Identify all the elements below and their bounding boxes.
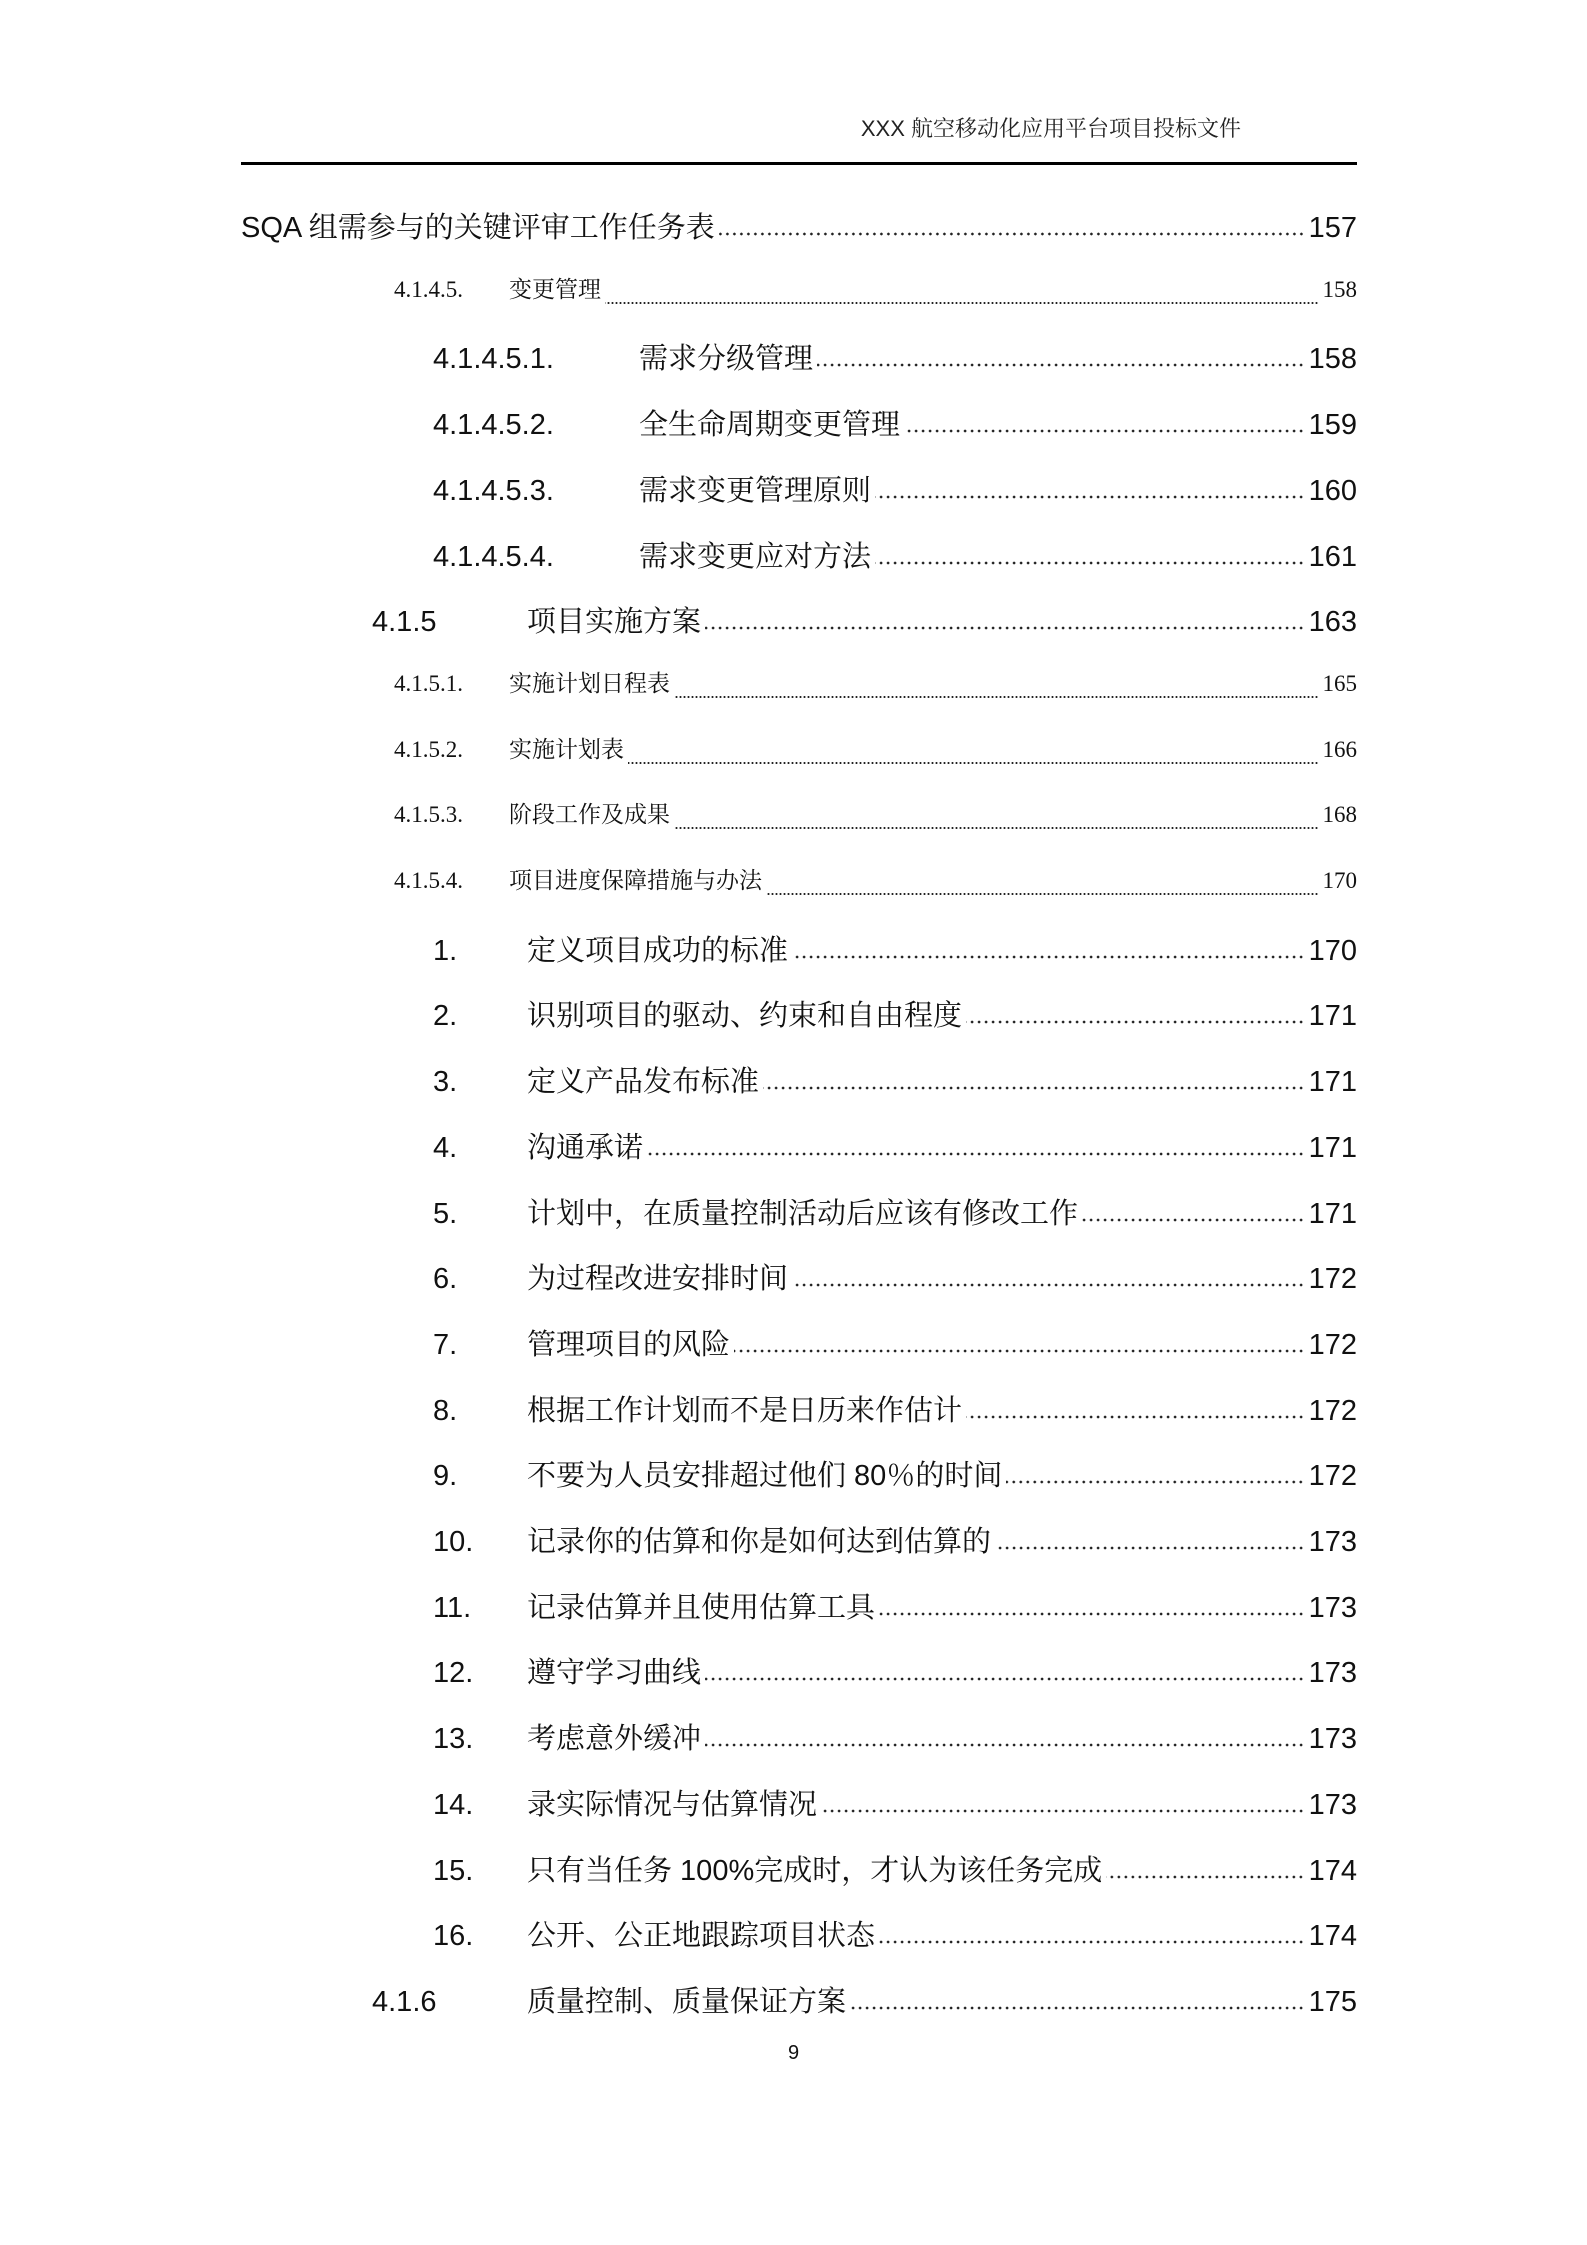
- toc-entry-number: 4.1.5.4.: [394, 868, 463, 893]
- toc-dot-leader: [817, 363, 1305, 367]
- toc-dot-leader: [821, 1809, 1305, 1813]
- toc-dot-leader: [850, 2006, 1305, 2010]
- toc-entry-title: 公开、公正地跟踪项目状态: [527, 1920, 876, 1953]
- toc-entry-title: 全生命周期变更管理: [639, 409, 901, 442]
- toc-entry-page: 166: [1322, 736, 1357, 762]
- toc-entry-page: 173: [1308, 1591, 1357, 1624]
- toc-entry-number: 4.1.5.1.: [394, 670, 463, 696]
- toc-dot-leader: [719, 232, 1305, 236]
- toc-entry-number: 4.: [433, 1131, 458, 1164]
- toc-dot-leader: [966, 1020, 1305, 1024]
- toc-entry-title: 记录你的估算和你是如何达到估算的: [527, 1526, 992, 1558]
- toc-entry[interactable]: [433, 468, 1357, 508]
- toc-entry[interactable]: [394, 271, 1357, 311]
- toc-entry[interactable]: [372, 1979, 1357, 2019]
- toc-dot-leader: [647, 1152, 1305, 1156]
- toc-entry-page: 172: [1308, 1460, 1357, 1493]
- toc-entry-page: 175: [1308, 1985, 1357, 2018]
- toc-dot-leader: [705, 1743, 1305, 1747]
- toc-entry-page: 174: [1308, 1854, 1357, 1887]
- toc-entry[interactable]: [394, 665, 1357, 705]
- toc-entry-page: 172: [1308, 1263, 1357, 1296]
- toc-entry-title: 计划中，在质量控制活动后应该有修改工作: [527, 1197, 1079, 1230]
- toc-entry[interactable]: [394, 862, 1357, 902]
- toc-entry-title: 定义产品发布标准: [527, 1066, 760, 1099]
- toc-entry[interactable]: [433, 1388, 1357, 1428]
- toc-entry-page: 171: [1308, 1000, 1357, 1033]
- toc-entry[interactable]: [433, 1125, 1357, 1165]
- toc-entry[interactable]: [372, 599, 1357, 639]
- toc-entry-number: 2.: [433, 1000, 458, 1033]
- toc-entry[interactable]: [241, 205, 1357, 245]
- toc-entry-title: 变更管理: [509, 276, 601, 302]
- toc-entry[interactable]: [433, 1322, 1357, 1362]
- toc-entry[interactable]: [394, 796, 1357, 836]
- toc-entry[interactable]: [433, 1191, 1357, 1231]
- toc-entry-page: 170: [1308, 934, 1357, 967]
- toc-dot-leader: [705, 1677, 1305, 1681]
- toc-entry-page: 170: [1322, 868, 1357, 893]
- toc-entry-number: 12.: [433, 1657, 474, 1690]
- toc-entry-page: 171: [1308, 1131, 1357, 1164]
- toc-entry[interactable]: [433, 1848, 1357, 1888]
- toc-entry-number: 14.: [433, 1788, 474, 1821]
- toc-entry[interactable]: [433, 1453, 1357, 1493]
- toc-entry[interactable]: [433, 1256, 1357, 1296]
- toc-entry-number: 8.: [433, 1394, 458, 1427]
- toc-entry-page: 158: [1322, 276, 1357, 302]
- toc-dot-leader: [1106, 1875, 1304, 1879]
- toc-entry-page: 158: [1308, 343, 1357, 376]
- toc-dot-leader: [875, 561, 1305, 565]
- toc-entry[interactable]: [433, 1650, 1357, 1690]
- toc-entry-title: 实施计划表: [509, 736, 624, 762]
- toc-entry[interactable]: [433, 402, 1357, 442]
- toc-entry[interactable]: [433, 336, 1357, 376]
- toc-entry-number: 7.: [433, 1328, 458, 1361]
- toc-dot-leader: [705, 626, 1305, 630]
- toc-dot-leader: [792, 955, 1305, 959]
- toc-entry-number: 11.: [433, 1591, 472, 1624]
- toc-dot-leader: [766, 892, 1319, 896]
- toc-entry-page: 159: [1308, 409, 1357, 442]
- toc-entry-title: 需求分级管理: [639, 343, 814, 376]
- toc-entry-title: 遵守学习曲线: [527, 1657, 702, 1690]
- toc-entry-title: 考虑意外缓冲: [527, 1723, 702, 1756]
- toc-entry[interactable]: [433, 1913, 1357, 1953]
- toc-entry-page: 157: [1308, 212, 1357, 244]
- toc-entry[interactable]: [433, 1716, 1357, 1756]
- toc-entry-number: 4.1.5.2.: [394, 736, 463, 762]
- toc-entry-page: 163: [1308, 606, 1357, 639]
- toc-dot-leader: [995, 1546, 1305, 1550]
- toc-entry-title: 沟通承诺: [527, 1131, 644, 1164]
- toc-dot-leader: [605, 301, 1319, 305]
- header-rule: [241, 162, 1357, 165]
- toc-entry-number: 4.1.6: [372, 1985, 437, 2018]
- toc-entry-number: 3.: [433, 1066, 458, 1099]
- toc-entry-title: 记录估算并且使用估算工具: [527, 1591, 876, 1624]
- toc-entry-page: 173: [1308, 1526, 1357, 1558]
- toc-entry-page: 173: [1308, 1788, 1357, 1821]
- toc-entry[interactable]: [433, 1059, 1357, 1099]
- toc-entry-page: 173: [1308, 1657, 1357, 1690]
- toc-entry-title: SQA 组需参与的关键评审工作任务表: [241, 212, 715, 244]
- toc-entry-title: 根据工作计划而不是日历来作估计: [527, 1394, 963, 1427]
- toc-dot-leader: [879, 1612, 1305, 1616]
- toc-dot-leader: [628, 761, 1319, 765]
- toc-entry-number: 4.1.4.5.3.: [433, 474, 554, 507]
- toc-entry-number: 4.1.4.5.4.: [433, 540, 554, 573]
- toc-dot-leader: [734, 1349, 1305, 1353]
- toc-entry-number: 4.1.5.3.: [394, 802, 463, 828]
- toc-dot-leader: [904, 429, 1305, 433]
- toc-dot-leader: [966, 1415, 1305, 1419]
- toc-dot-leader: [792, 1283, 1305, 1287]
- toc-entry-title: 定义项目成功的标准: [527, 934, 789, 967]
- toc-entry-page: 161: [1308, 540, 1357, 573]
- toc-dot-leader: [1006, 1480, 1304, 1484]
- toc-entry-title: 阶段工作及成果: [509, 802, 670, 828]
- toc-entry-number: 4.1.4.5.1.: [433, 343, 554, 376]
- toc-entry-title: 不要为人员安排超过他们 80％的时间: [527, 1460, 1003, 1493]
- toc-entry[interactable]: [433, 534, 1357, 574]
- toc-dot-leader: [879, 1940, 1305, 1944]
- toc-dot-leader: [875, 495, 1305, 499]
- page-header-title: XXX 航空移动化应用平台项目投标文件: [860, 116, 1241, 141]
- toc-entry-title: 识别项目的驱动、约束和自由程度: [527, 1000, 963, 1033]
- toc-entry-number: 1.: [433, 934, 458, 967]
- toc-entry-page: 172: [1308, 1328, 1357, 1361]
- toc-dot-leader: [763, 1086, 1305, 1090]
- toc-dot-leader: [674, 695, 1319, 699]
- toc-entry-page: 171: [1308, 1197, 1357, 1230]
- toc-entry-number: 5.: [433, 1197, 458, 1230]
- toc-entry-title: 需求变更管理原则: [639, 474, 872, 507]
- toc-entry[interactable]: [394, 731, 1357, 771]
- toc-entry[interactable]: [433, 1782, 1357, 1822]
- toc-dot-leader: [1082, 1218, 1305, 1222]
- toc-entry-page: 173: [1308, 1723, 1357, 1756]
- toc-entry-title: 管理项目的风险: [527, 1328, 731, 1361]
- page-number: 9: [787, 2042, 800, 2064]
- toc-entry-title: 需求变更应对方法: [639, 540, 872, 573]
- toc-entry-title: 只有当任务 100%完成时，才认为该任务完成: [527, 1854, 1103, 1887]
- toc-entry-title: 为过程改进安排时间: [527, 1263, 789, 1296]
- toc-entry-page: 172: [1308, 1394, 1357, 1427]
- toc-entry-number: 16.: [433, 1920, 474, 1953]
- toc-entry-page: 160: [1308, 474, 1357, 507]
- toc-entry-title: 录实际情况与估算情况: [527, 1788, 818, 1821]
- toc-entry-page: 171: [1308, 1066, 1357, 1099]
- toc-entry[interactable]: [433, 1585, 1357, 1625]
- toc-entry[interactable]: [433, 993, 1357, 1033]
- toc-entry-number: 9.: [433, 1460, 458, 1493]
- toc-entry-number: 4.1.5: [372, 606, 437, 639]
- toc-entry[interactable]: [433, 928, 1357, 968]
- toc-entry-page: 174: [1308, 1920, 1357, 1953]
- toc-entry-page: 165: [1322, 670, 1357, 696]
- toc-entry-title: 项目进度保障措施与办法: [509, 868, 762, 893]
- toc-entry-number: 4.1.4.5.2.: [433, 409, 554, 442]
- toc-entry-title: 质量控制、质量保证方案: [527, 1985, 847, 2018]
- toc-dot-leader: [674, 826, 1319, 830]
- toc-entry-number: 10.: [433, 1526, 474, 1558]
- toc-entry-page: 168: [1322, 802, 1357, 828]
- toc-entry-title: 项目实施方案: [527, 606, 702, 639]
- toc-entry-number: 13.: [433, 1723, 474, 1756]
- toc-entry-number: 6.: [433, 1263, 458, 1296]
- toc-entry-number: 15.: [433, 1854, 474, 1887]
- toc-entry-title: 实施计划日程表: [509, 670, 670, 696]
- toc-entry-number: 4.1.4.5.: [394, 276, 463, 302]
- toc-entry[interactable]: [433, 1519, 1357, 1559]
